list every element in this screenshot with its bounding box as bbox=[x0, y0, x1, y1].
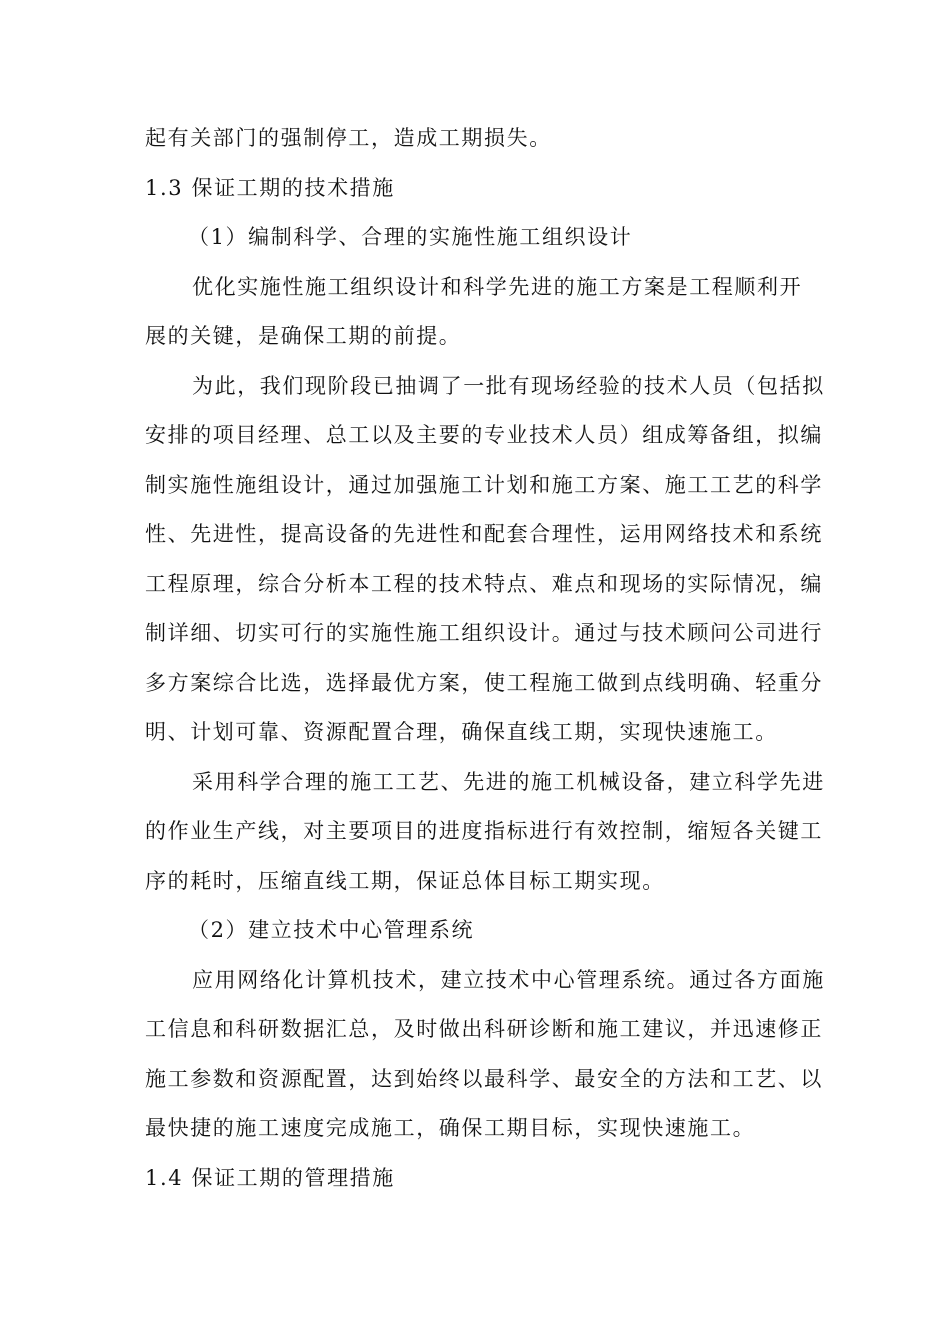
paragraph-line: 明、计划可靠、资源配置合理，确保直线工期，实现快速施工。 bbox=[145, 720, 778, 744]
paragraph-line: 性、先进性，提高设备的先进性和配套合理性，运用网络技术和系统 bbox=[145, 522, 823, 546]
subsection-heading-2: （2）建立技术中心管理系统 bbox=[188, 918, 475, 942]
paragraph-line: 序的耗时，压缩直线工期，保证总体目标工期实现。 bbox=[145, 869, 665, 893]
paragraph-line: 的作业生产线，对主要项目的进度指标进行有效控制，缩短各关键工 bbox=[145, 819, 823, 843]
paragraph-line: 施工参数和资源配置，达到始终以最科学、最安全的方法和工艺、以 bbox=[145, 1067, 823, 1091]
section-heading-1-3: 1.3 保证工期的技术措施 bbox=[145, 176, 395, 200]
subsection-heading-1: （1）编制科学、合理的实施性施工组织设计 bbox=[188, 225, 633, 249]
paragraph-line: 采用科学合理的施工工艺、先进的施工机械设备，建立科学先进 bbox=[192, 770, 825, 794]
paragraph-line: 多方案综合比选，选择最优方案，使工程施工做到点线明确、轻重分 bbox=[145, 671, 823, 695]
paragraph-line: 安排的项目经理、总工以及主要的专业技术人员）组成筹备组，拟编 bbox=[145, 423, 823, 447]
section-heading-1-4: 1.4 保证工期的管理措施 bbox=[145, 1166, 395, 1190]
paragraph-line: 为此，我们现阶段已抽调了一批有现场经验的技术人员（包括拟 bbox=[192, 374, 825, 398]
paragraph-line: 优化实施性施工组织设计和科学先进的施工方案是工程顺利开 bbox=[192, 275, 803, 299]
paragraph-line: 制详细、切实可行的实施性施工组织设计。通过与技术顾问公司进行 bbox=[145, 621, 823, 645]
paragraph-line: 应用网络化计算机技术，建立技术中心管理系统。通过各方面施 bbox=[192, 968, 825, 992]
paragraph-line: 工信息和科研数据汇总，及时做出科研诊断和施工建议，并迅速修正 bbox=[145, 1017, 823, 1041]
paragraph-line: 起有关部门的强制停工，造成工期损失。 bbox=[145, 126, 552, 150]
paragraph-line: 展的关键，是确保工期的前提。 bbox=[145, 324, 462, 348]
paragraph-line: 工程原理，综合分析本工程的技术特点、难点和现场的实际情况，编 bbox=[145, 572, 823, 596]
paragraph-line: 最快捷的施工速度完成施工，确保工期目标，实现快速施工。 bbox=[145, 1116, 756, 1140]
paragraph-line: 制实施性施组设计，通过加强施工计划和施工方案、施工工艺的科学 bbox=[145, 473, 823, 497]
